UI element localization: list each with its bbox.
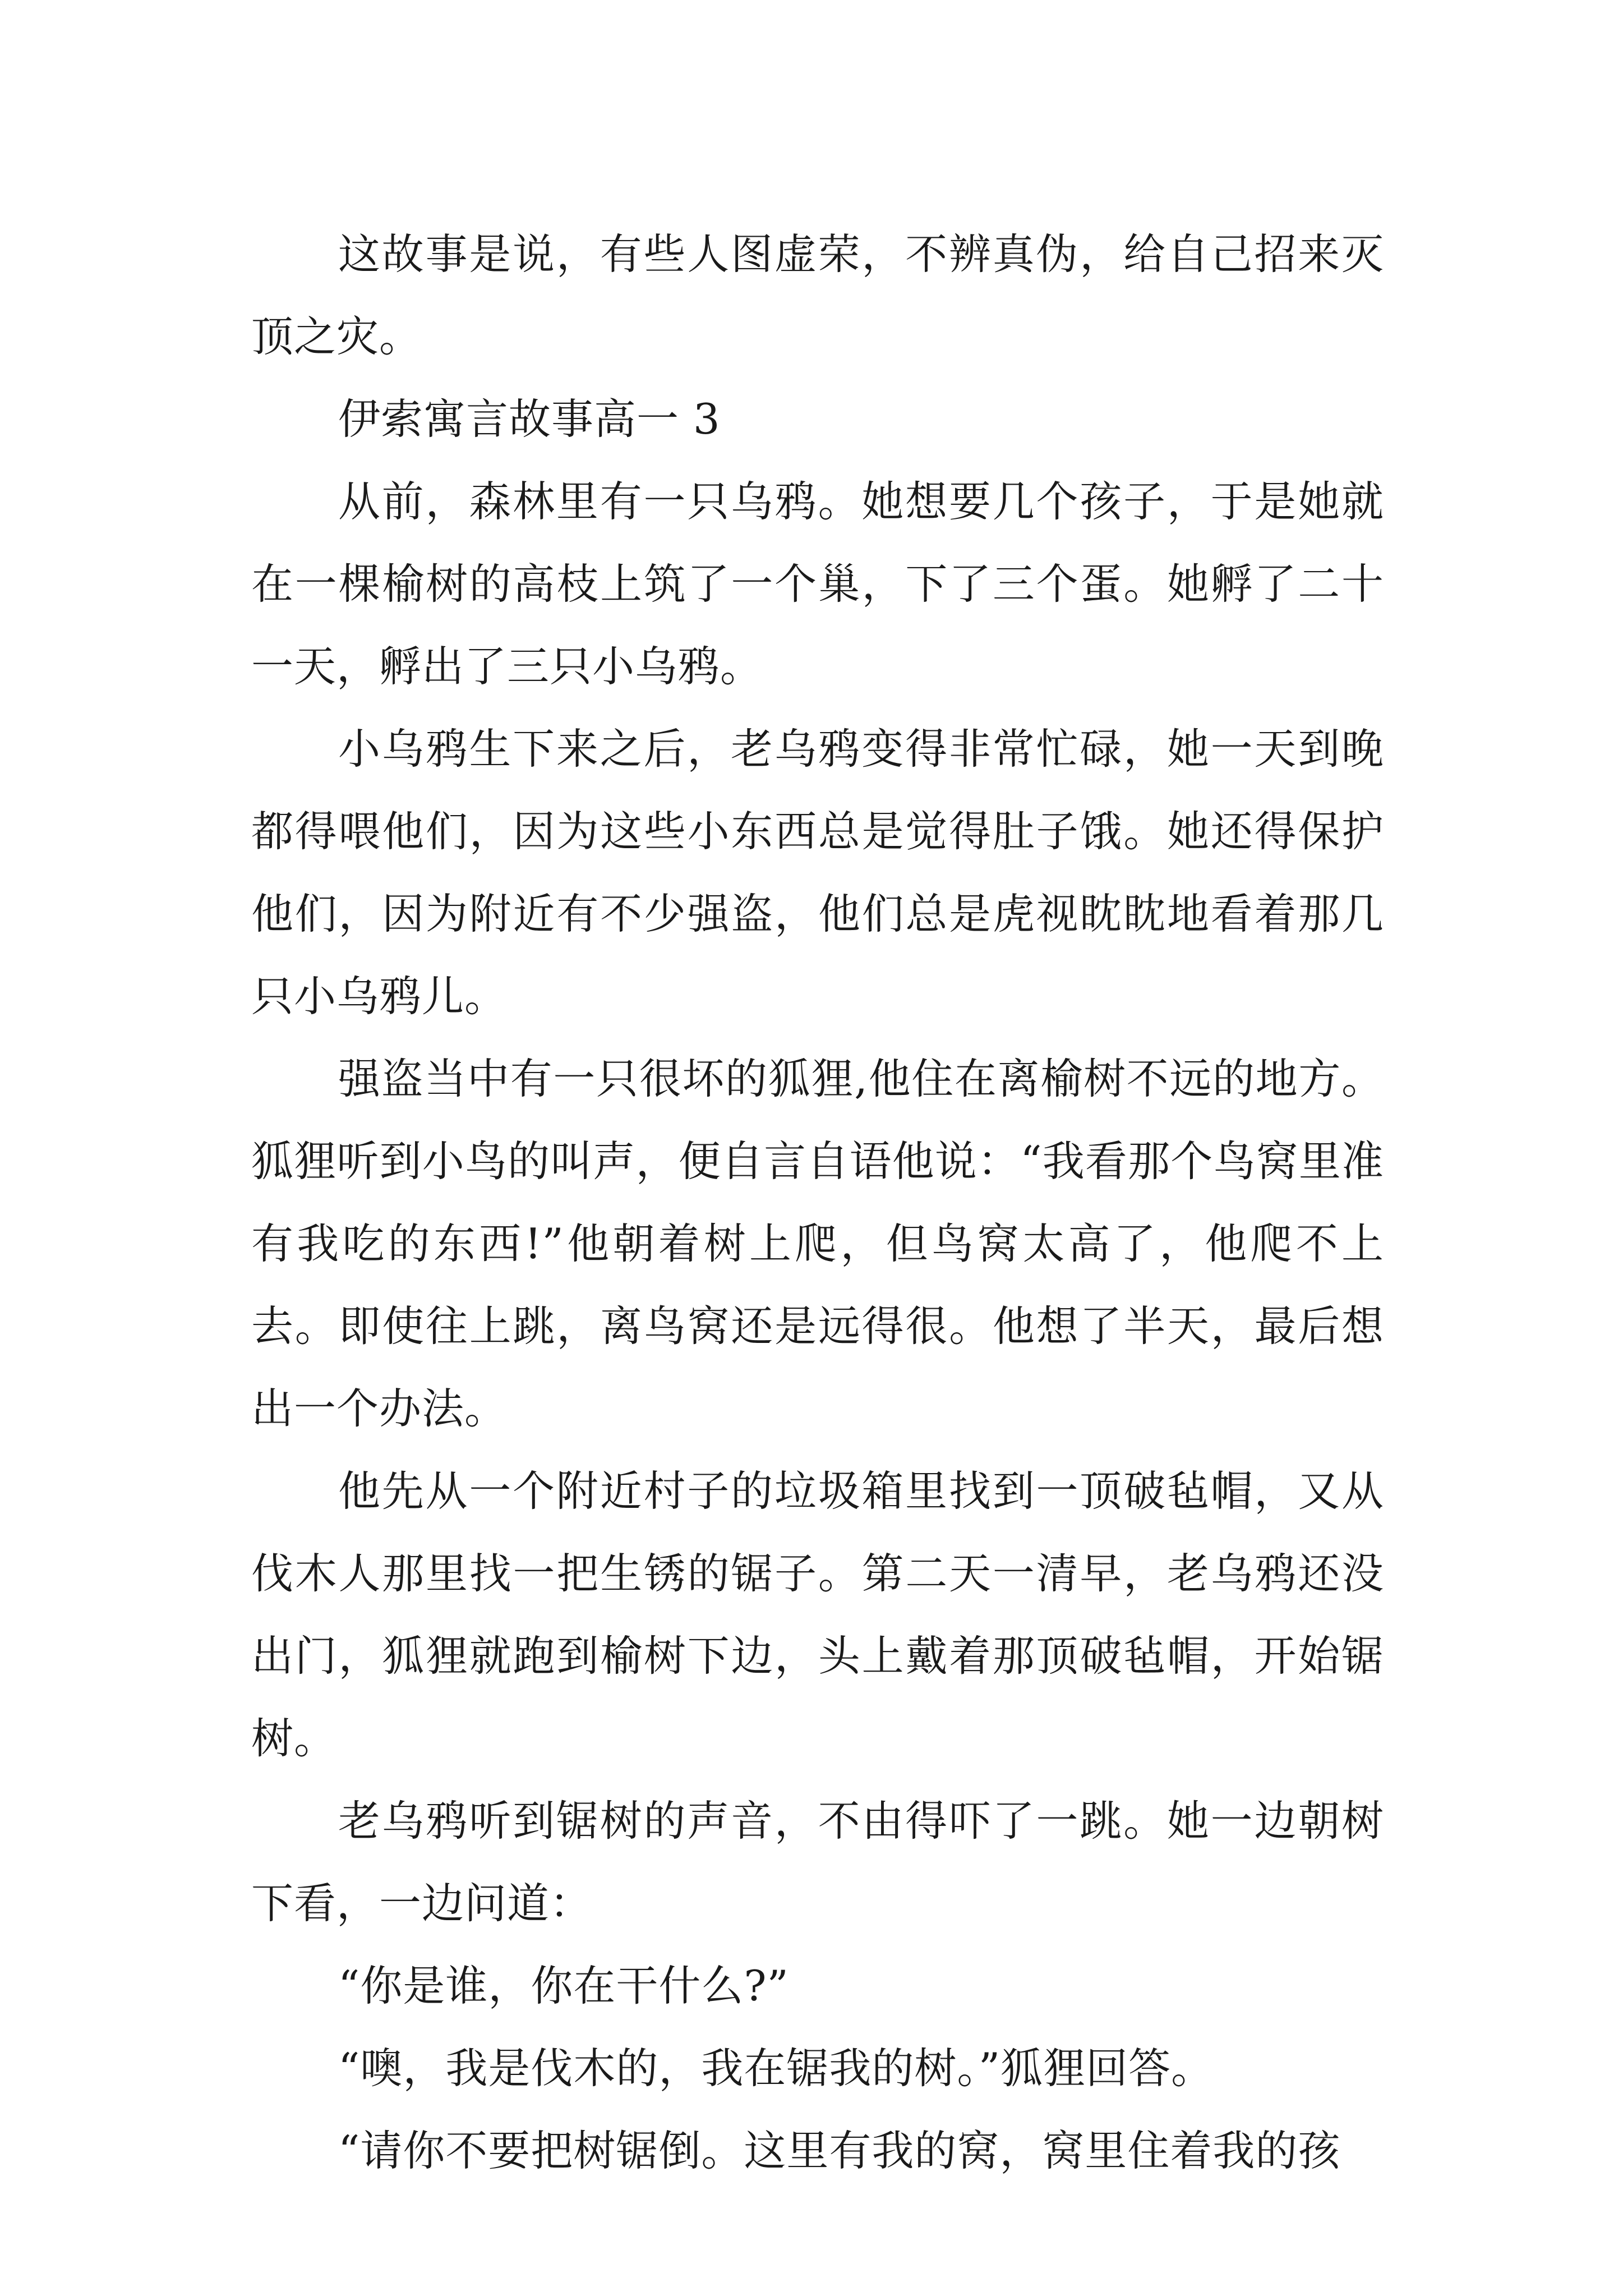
- paragraph-moral: 这故事是说，有些人图虚荣，不辨真伪，给自己招来灭顶之灾。: [251, 229, 1384, 361]
- dialogue-line: “请你不要把树锯倒。这里有我的窝，窝里住着我的孩: [338, 2126, 1341, 2175]
- document-body: [251, 213, 1384, 2192]
- paragraph-story-intro: 从前，森林里有一只乌鸦。她想要几个孩子，于是她就在一棵榆树的高枝上筑了一个巢，下了三个蛋。她孵了二十一天，孵出了三只小乌鸦。: [251, 477, 1384, 691]
- dialogue-line: “你是谁，你在干什么?”: [338, 1961, 789, 2010]
- dialogue-line: “噢，我是伐木的，我在锯我的树。”狐狸回答。: [338, 2044, 1214, 2093]
- paragraph-crow-busy: 小乌鸦生下来之后，老乌鸦变得非常忙碌，她一天到晚都得喂他们，因为这些小东西总是觉得肚子饿。她还得保护他们，因为附近有不少强盗，他们总是虎视眈眈地看着那几只小乌鸦儿。: [251, 724, 1384, 1021]
- section-heading: 伊索寓言故事高一 3: [338, 394, 721, 444]
- paragraph-fox-plan: 强盗当中有一只很坏的狐狸,他住在离榆树不远的地方。狐狸听到小鸟的叫声，便自言自语他说：“我看那个鸟窝里准有我吃的东西!”他朝着树上爬，但鸟窝太高了，他爬不上去。即使往上跳，离鸟窝还是远得很。他想了半天，最后想出一个办法。: [251, 1054, 1384, 1433]
- paragraph-crow-asks: 老乌鸦听到锯树的声音，不由得吓了一跳。她一边朝树下看，一边问道：: [251, 1796, 1384, 1928]
- paragraph-fox-saws-tree: 他先从一个附近村子的垃圾箱里找到一顶破毡帽，又从伐木人那里找一把生锈的锯子。第二天一清早，老乌鸦还没出门，狐狸就跑到榆树下边，头上戴着那顶破毡帽，开始锯树。: [251, 1466, 1384, 1763]
